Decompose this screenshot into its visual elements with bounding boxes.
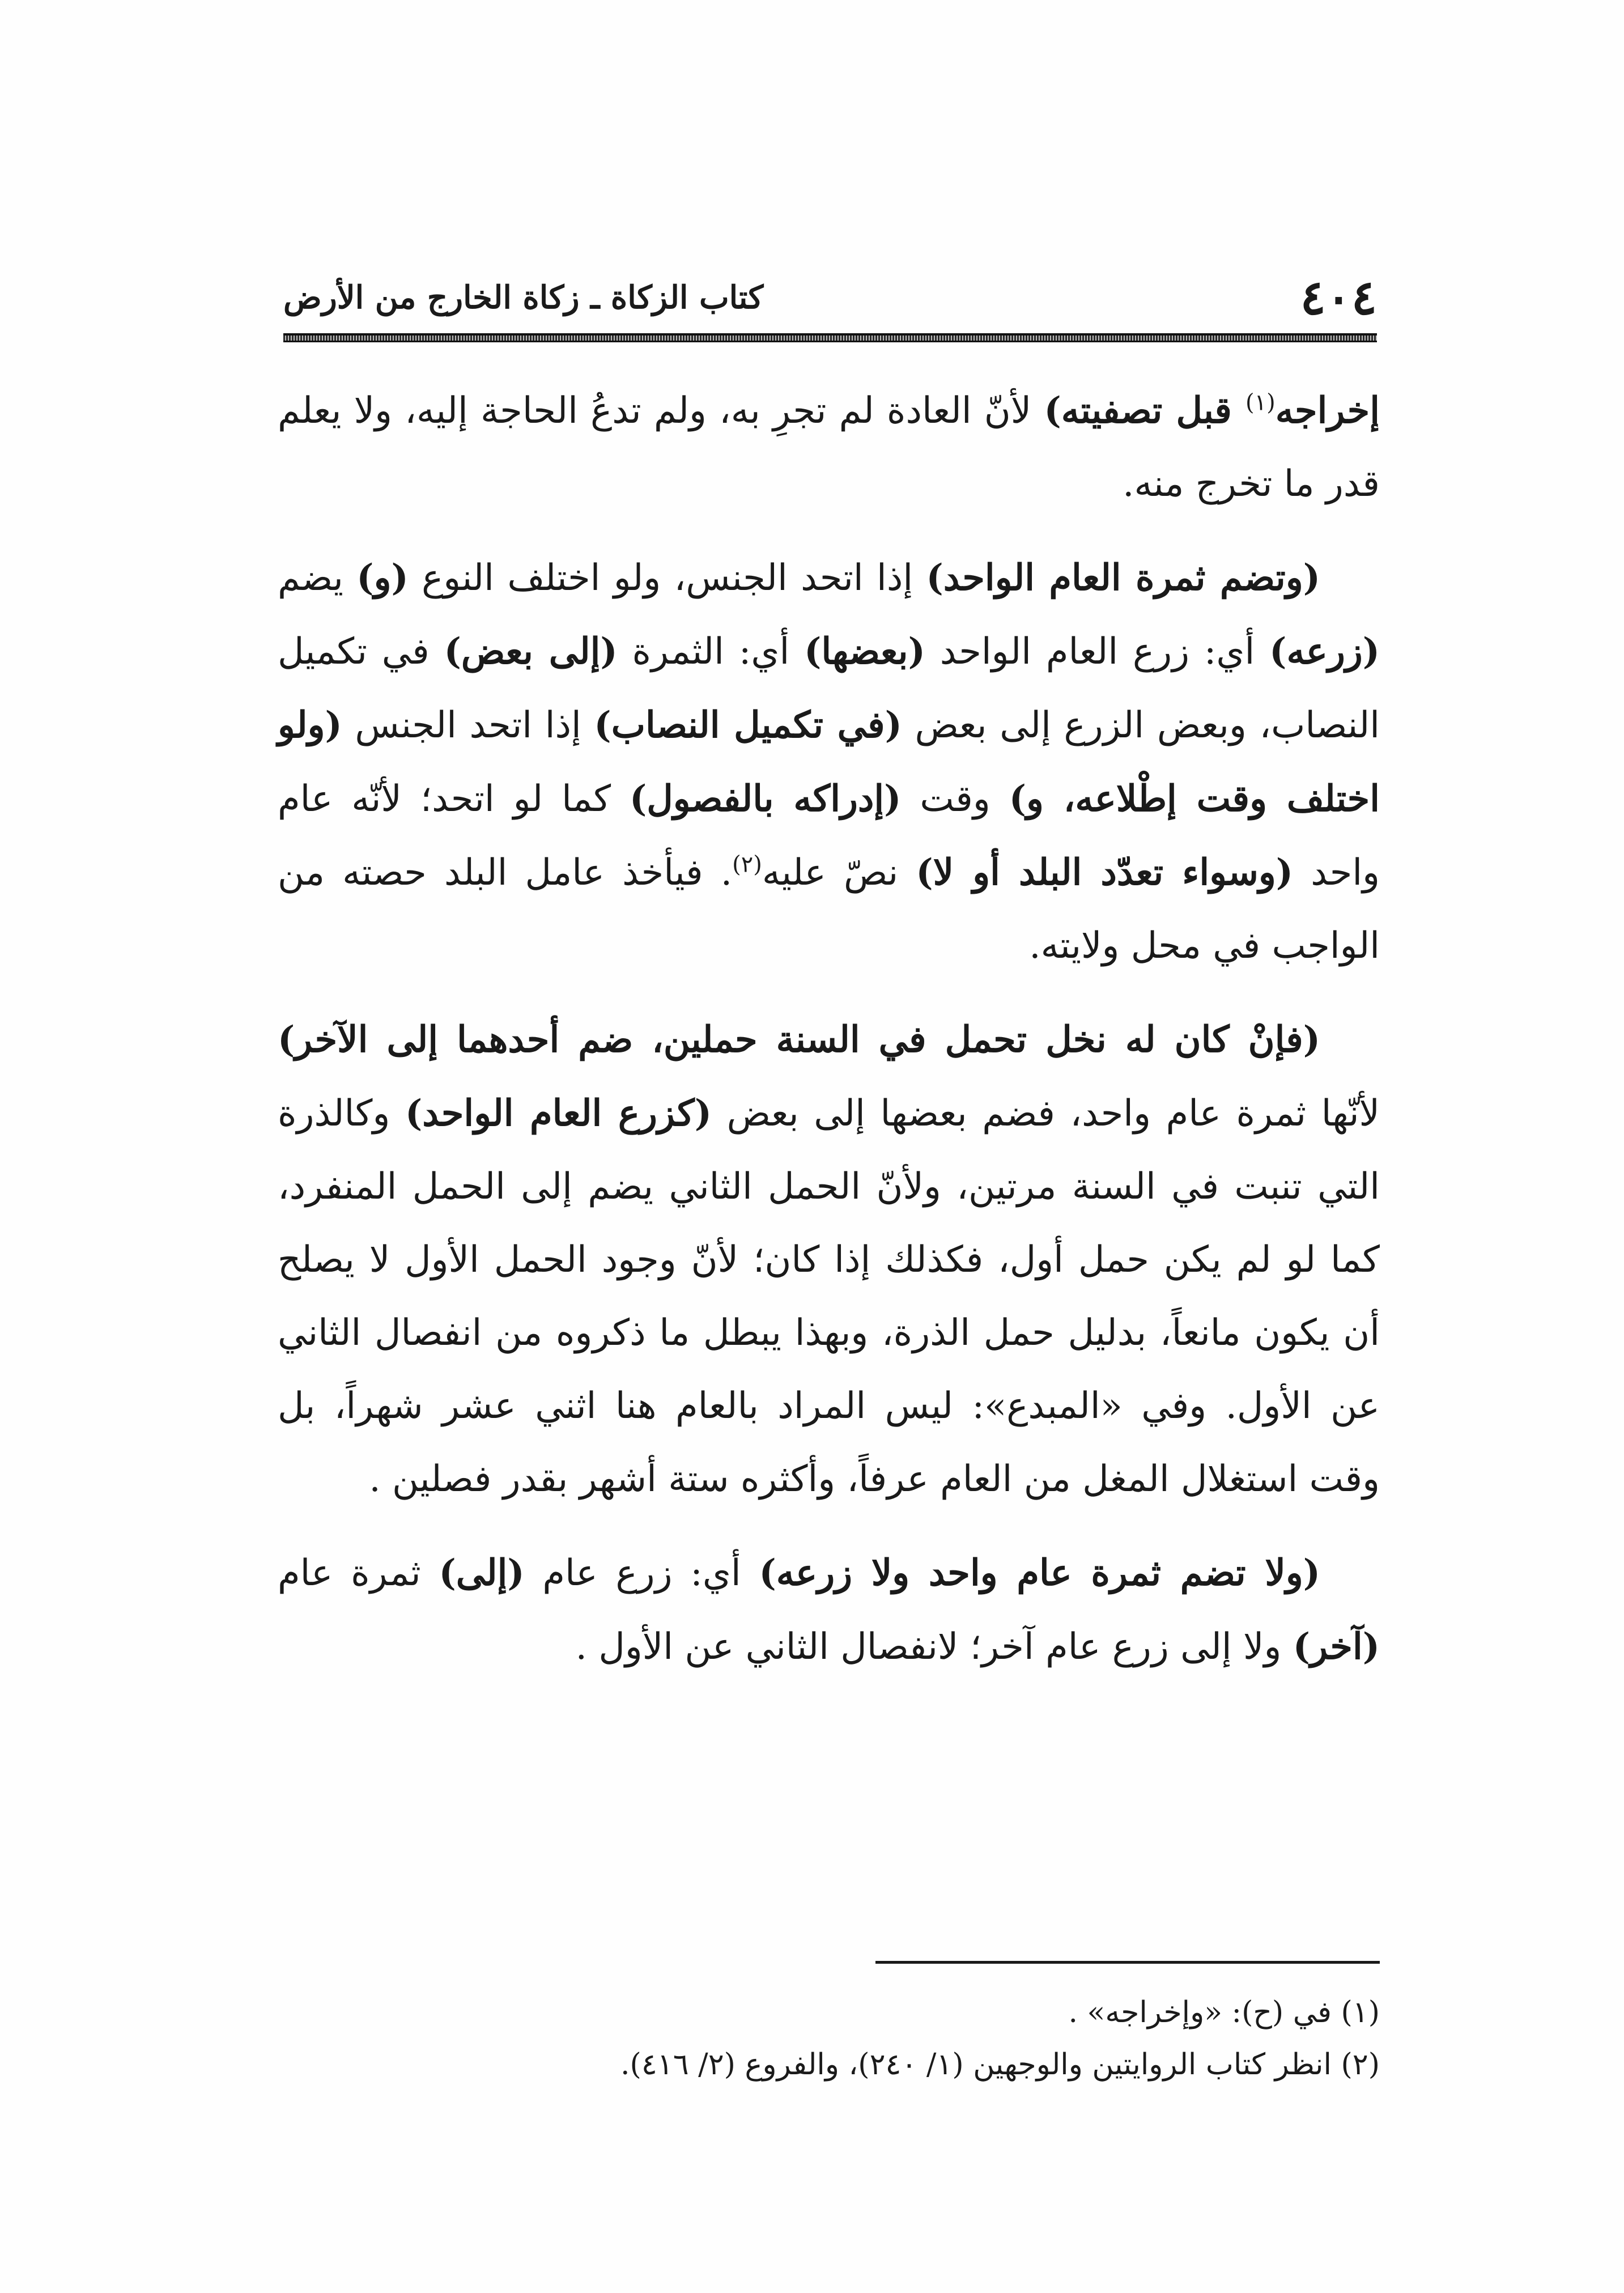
matn-text: (ولو اختلف وقت إطْلاعه، و)	[278, 704, 1380, 820]
footnote-1: (١) في (ح): «وإخراجه» .	[1068, 1995, 1380, 2029]
paragraph	[278, 541, 1380, 983]
matn-text: (كزرع العام الواحد)	[405, 1092, 712, 1135]
paragraph	[278, 1536, 1380, 1684]
matn-text: (في تكميل النصاب)	[594, 704, 902, 746]
paragraph	[278, 374, 1380, 521]
matn-text: (ولا تضم ثمرة عام واحد ولا زرعه)	[759, 1552, 1321, 1594]
matn-text: (إدراكه بالفصول)	[630, 778, 902, 820]
commentary-text: لأنّ العادة لم تجرِ به، ولم تدعُ الحاجة إليه، ولا يعلم قدر ما تخرج منه.	[278, 390, 1380, 505]
commentary-text: إذا اتحد الجنس	[342, 704, 594, 746]
commentary-text: أي: الثمرة	[617, 631, 805, 673]
commentary-text: إذا اتحد الجنس، ولو اختلف النوع	[408, 557, 926, 599]
matn-text: (بعضها)	[804, 630, 925, 673]
commentary-text: وكالذرة التي تنبت في السنة مرتين، ولأنّ الحمل الثاني يضم إلى الحمل المنفرد، كما لو لم يكن حمل أول، فكذلك إذا كان؛ لأنّ وجود الحمل الأول لا يصلح أن يكون مانعاً، بدليل حمل الذرة، وبهذا يبطل ما ذكروه من انفصال الثاني عن الأول. وفي «المبدع»: ليس المراد بالعام هنا اثني عشر شهراً، بل وقت استغلال المغل من العام عرفاً، وأكثره ستة أشهر بقدر فصلين .	[278, 1093, 1380, 1500]
commentary-text: أي: زرع العام الواحد	[925, 631, 1270, 673]
commentary-text: في تكميل النصاب، وبعض الزرع إلى بعض	[278, 631, 1380, 746]
matn-text: (فإنْ كان له نخل تحمل في السنة حملين، ضم أحدهما إلى الآخر)	[278, 1018, 1321, 1061]
commentary-text: يضم	[278, 557, 357, 599]
matn-text: (إلى بعض)	[444, 630, 618, 673]
matn-text: (وتضم ثمرة العام الواحد)	[926, 557, 1321, 599]
matn-text: قبل تصفيته)	[1044, 389, 1245, 432]
matn-text: (آخر)	[1293, 1625, 1380, 1668]
commentary-text: لأنّها ثمرة عام واحد، فضم بعضها إلى بعض	[712, 1093, 1380, 1135]
commentary-text: نصّ عليه	[762, 852, 916, 894]
matn-text: (و)	[356, 557, 409, 599]
body-text	[278, 374, 1380, 1825]
footnote-marker: (٢)	[732, 851, 762, 878]
commentary-text: وقت	[901, 778, 1009, 820]
footnote-marker: (١)	[1245, 389, 1276, 416]
running-title: كتاب الزكاة ـ زكاة الخارج من الأرض	[283, 279, 764, 316]
commentary-text: . فيأخذ عامل البلد حصته من الواجب في محل ولايته.	[278, 852, 1380, 967]
footnotes	[278, 1986, 1380, 2091]
commentary-text: كما لو اتحد؛ لأنّه عام واحد	[278, 778, 1380, 894]
running-header	[283, 266, 1377, 329]
page-number: ٤٠٤	[1300, 269, 1377, 325]
matn-text: (زرعه)	[1269, 630, 1380, 673]
matn-text: (وسواء تعدّد البلد أو لا)	[916, 851, 1294, 894]
header-rule	[283, 333, 1377, 342]
paragraph	[278, 1003, 1380, 1516]
matn-text: (إلى)	[439, 1552, 525, 1594]
commentary-text: ثمرة عام	[278, 1552, 439, 1594]
commentary-text: أي: زرع عام	[524, 1552, 759, 1594]
commentary-text: ولا إلى زرع عام آخر؛ لانفصال الثاني عن الأول .	[575, 1626, 1293, 1668]
footnote-separator	[875, 1961, 1380, 1964]
matn-text: إخراجه	[1275, 389, 1380, 432]
footnote-2: (٢) انظر كتاب الروايتين والوجهين (١/ ٢٤٠)، والفروع (٢/ ٤١٦).	[620, 2048, 1380, 2082]
